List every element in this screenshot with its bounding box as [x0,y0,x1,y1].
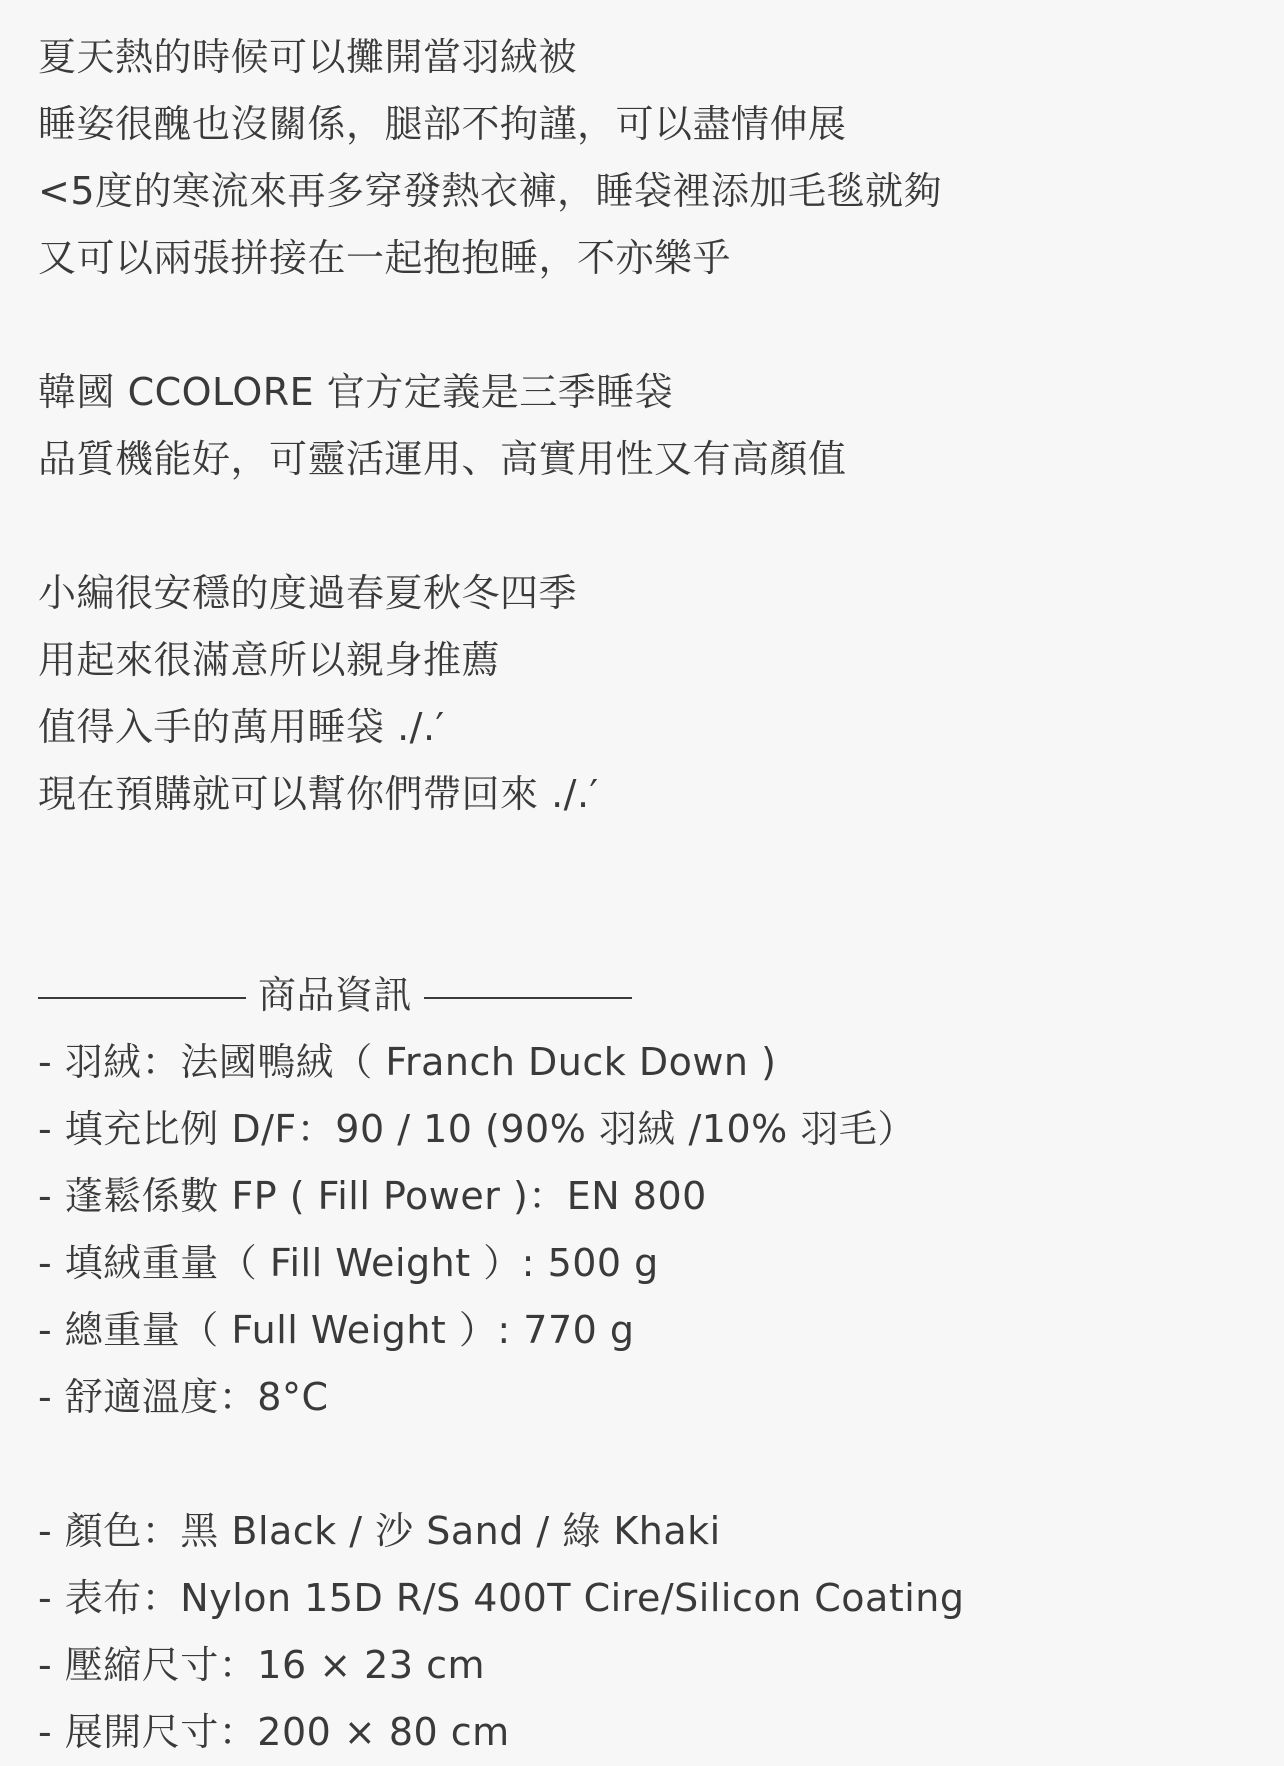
divider-rule [424,997,632,999]
recommend-paragraph [38,560,1248,828]
text-line: 夏天熱的時候可以攤開當羽絨被 [38,35,578,79]
spec-item: - 羽絨：法國鴨絨（ Franch Duck Down ) [38,1040,777,1084]
text-line: <5度的寒流來再多穿發熱衣褲，睡袋裡添加毛毯就夠 [38,169,943,213]
section-title: 商品資訊 [258,973,413,1017]
spec-item: - 總重量（ Full Weight ）: 770 g [38,1308,635,1352]
paragraph-gap [38,828,1248,962]
spec-item: - 顏色：黑 Black / 沙 Sand / 綠 Khaki [38,1509,721,1553]
text-line: 現在預購就可以幫你們帶回來 ./.′ [38,772,599,816]
spec-item: - 蓬鬆係數 FP ( Fill Power )：EN 800 [38,1174,707,1218]
spec-item: - 填充比例 D/F：90 / 10 (90% 羽絨 /10% 羽毛） [38,1107,916,1151]
paragraph-gap [38,292,1248,359]
intro-paragraph [38,24,1248,292]
text-line: 值得入手的萬用睡袋 ./.′ [38,705,445,749]
text-line: 韓國 CCOLORE 官方定義是三季睡袋 [38,370,674,414]
spec-item: - 表布：Nylon 15D R/S 400T Cire/Silicon Coating [38,1576,965,1620]
spec-list [38,1029,1248,1431]
paragraph-gap [38,493,1248,560]
text-line: 品質機能好，可靈活運用、高實用性又有高顏值 [38,437,847,481]
spec-item: - 填絨重量（ Fill Weight ）: 500 g [38,1241,659,1285]
spec-item: - 舒適溫度：8°C [38,1375,329,1419]
text-line: 又可以兩張拼接在一起抱抱睡，不亦樂乎 [38,236,732,280]
text-line: 小編很安穩的度過春夏秋冬四季 [38,571,578,615]
text-line: 睡姿很醜也沒關係，腿部不拘謹，可以盡情伸展 [38,102,847,146]
post-body [38,24,1248,1766]
spec-item: - 壓縮尺寸：16 × 23 cm [38,1643,485,1687]
brand-paragraph [38,359,1248,493]
divider-rule [38,997,246,999]
paragraph-gap [38,1431,1248,1498]
spec-item: - 展開尺寸：200 × 80 cm [38,1710,510,1754]
section-divider [38,962,1248,1029]
text-line: 用起來很滿意所以親身推薦 [38,638,501,682]
spec-list [38,1498,1248,1766]
